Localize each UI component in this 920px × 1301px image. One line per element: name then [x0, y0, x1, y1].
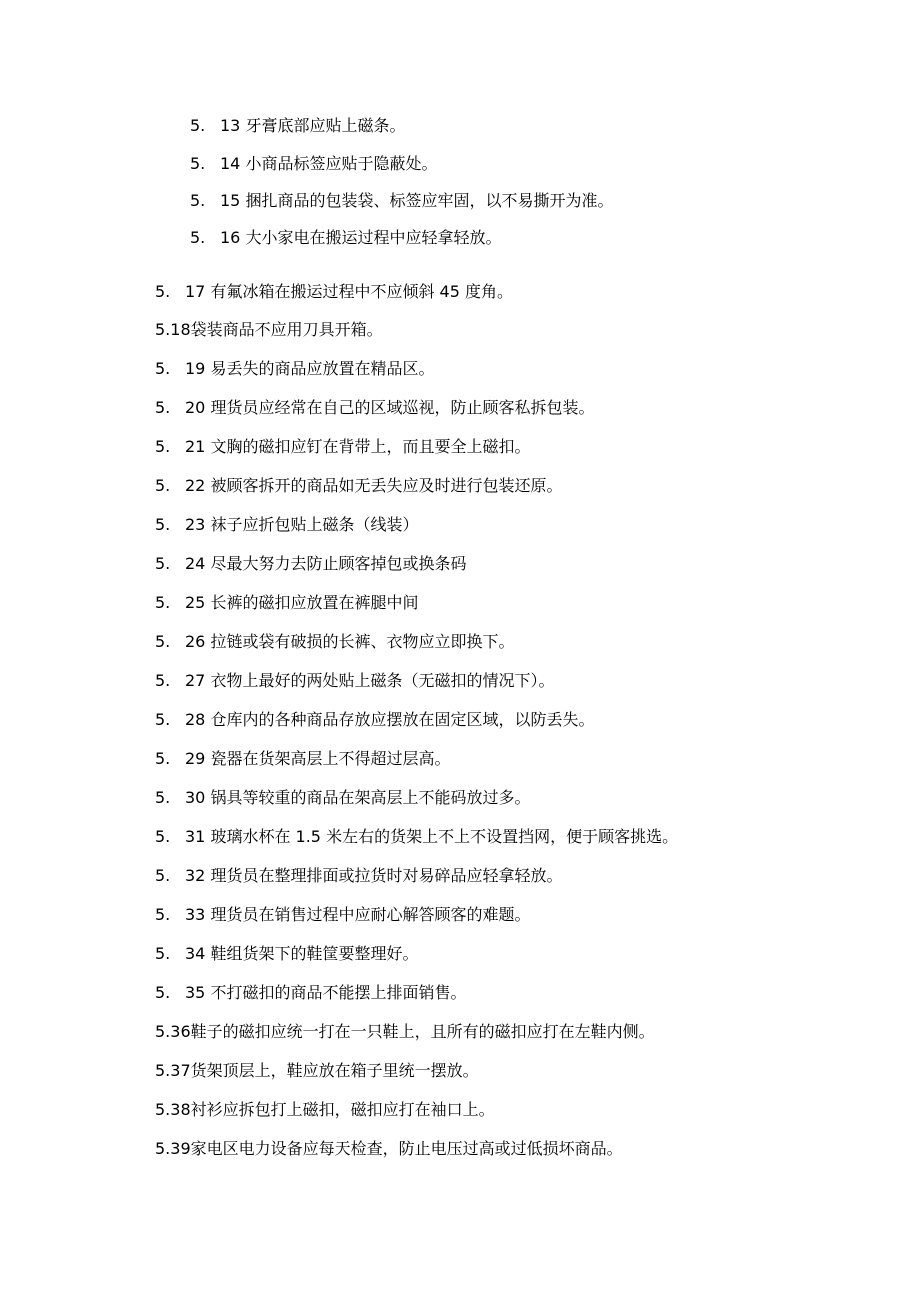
list-item	[155, 671, 554, 691]
list-item	[190, 228, 501, 248]
item-text: 31 玻璃水杯在 1.5 米左右的货架上不上不设置挡网，便于顾客挑选。	[185, 827, 679, 846]
item-text: 23 袜子应折包贴上磁条（线装）	[185, 515, 419, 534]
item-number: 5.37	[155, 1061, 191, 1080]
item-text: 25 长裤的磁扣应放置在裤腿中间	[185, 593, 419, 612]
item-number: 5.	[155, 827, 171, 846]
item-text: 29 瓷器在货架高层上不得超过层高。	[185, 749, 451, 768]
item-number: 5.	[155, 905, 171, 924]
list-item	[155, 866, 562, 886]
item-number: 5.	[155, 359, 171, 378]
list-item	[155, 710, 594, 730]
list-item	[155, 983, 466, 1003]
item-text: 家电区电力设备应每天检查，防止电压过高或过低损坏商品。	[190, 1139, 623, 1158]
item-number: 5.	[190, 228, 206, 247]
list-item	[155, 320, 383, 340]
item-text: 33 理货员在销售过程中应耐心解答顾客的难题。	[185, 905, 531, 924]
item-text: 27 衣物上最好的两处贴上磁条（无磁扣的情况下）。	[185, 671, 555, 690]
list-item	[155, 788, 530, 808]
list-item	[190, 116, 405, 136]
item-text: 35 不打磁扣的商品不能摆上排面销售。	[185, 983, 467, 1002]
item-number: 5.	[155, 515, 171, 534]
item-text: 26 拉链或袋有破损的长裤、衣物应立即换下。	[185, 632, 515, 651]
item-number: 5.	[190, 191, 206, 210]
item-number: 5.	[155, 632, 171, 651]
list-item	[155, 554, 466, 574]
item-text: 17 有氟冰箱在搬运过程中不应倾斜 45 度角。	[185, 282, 513, 301]
item-number: 5.	[155, 554, 171, 573]
item-text: 22 被顾客拆开的商品如无丢失应及时进行包装还原。	[185, 476, 563, 495]
item-number: 5.	[155, 398, 171, 417]
item-text: 衬衫应拆包打上磁扣，磁扣应打在袖口上。	[190, 1100, 495, 1119]
item-text: 24 尽最大努力去防止顾客掉包或换条码	[185, 554, 467, 573]
list-item	[155, 593, 418, 613]
item-text: 21 文胸的磁扣应钉在背带上，而且要全上磁扣。	[185, 437, 531, 456]
list-item	[190, 191, 613, 211]
list-item	[155, 476, 562, 496]
item-number: 5.	[190, 116, 206, 135]
item-number: 5.18	[155, 320, 191, 339]
item-text: 15 捆扎商品的包装袋、标签应牢固，以不易撕开为准。	[220, 191, 614, 210]
item-text: 鞋子的磁扣应统一打在一只鞋上，且所有的磁扣应打在左鞋内侧。	[190, 1022, 655, 1041]
item-number: 5.	[155, 437, 171, 456]
item-number: 5.	[155, 788, 171, 807]
item-number: 5.	[190, 154, 206, 173]
item-number: 5.	[155, 476, 171, 495]
item-text: 19 易丢失的商品应放置在精品区。	[185, 359, 435, 378]
list-item	[155, 749, 450, 769]
item-number: 5.38	[155, 1100, 191, 1119]
item-text: 13 牙膏底部应贴上磁条。	[220, 116, 406, 135]
item-number: 5.	[155, 671, 171, 690]
list-item	[155, 1139, 623, 1159]
item-number: 5.	[155, 866, 171, 885]
item-number: 5.39	[155, 1139, 191, 1158]
item-number: 5.	[155, 944, 171, 963]
item-number: 5.	[155, 983, 171, 1002]
item-text: 14 小商品标签应贴于隐蔽处。	[220, 154, 438, 173]
item-number: 5.	[155, 749, 171, 768]
list-item	[155, 905, 530, 925]
list-item	[155, 398, 594, 418]
item-text: 20 理货员应经常在自己的区域巡视，防止顾客私拆包装。	[185, 398, 595, 417]
item-text: 货架顶层上，鞋应放在箱子里统一摆放。	[190, 1061, 479, 1080]
item-number: 5.	[155, 593, 171, 612]
item-number: 5.	[155, 282, 171, 301]
list-item	[155, 827, 678, 847]
list-item	[155, 359, 434, 379]
list-item	[155, 1061, 479, 1081]
list-item	[155, 437, 530, 457]
list-item	[155, 632, 514, 652]
list-item	[155, 1022, 655, 1042]
item-text: 28 仓库内的各种商品存放应摆放在固定区域，以防丢失。	[185, 710, 595, 729]
item-text: 袋装商品不应用刀具开箱。	[190, 320, 383, 339]
list-item	[155, 944, 418, 964]
item-text: 34 鞋组货架下的鞋筐要整理好。	[185, 944, 419, 963]
item-text: 16 大小家电在搬运过程中应轻拿轻放。	[220, 228, 502, 247]
item-text: 30 锅具等较重的商品在架高层上不能码放过多。	[185, 788, 531, 807]
item-number: 5.36	[155, 1022, 191, 1041]
list-item	[155, 515, 418, 535]
item-number: 5.	[155, 710, 171, 729]
list-item	[155, 1100, 495, 1120]
item-text: 32 理货员在整理排面或拉货时对易碎品应轻拿轻放。	[185, 866, 563, 885]
list-item	[190, 154, 437, 174]
list-item	[155, 282, 513, 302]
